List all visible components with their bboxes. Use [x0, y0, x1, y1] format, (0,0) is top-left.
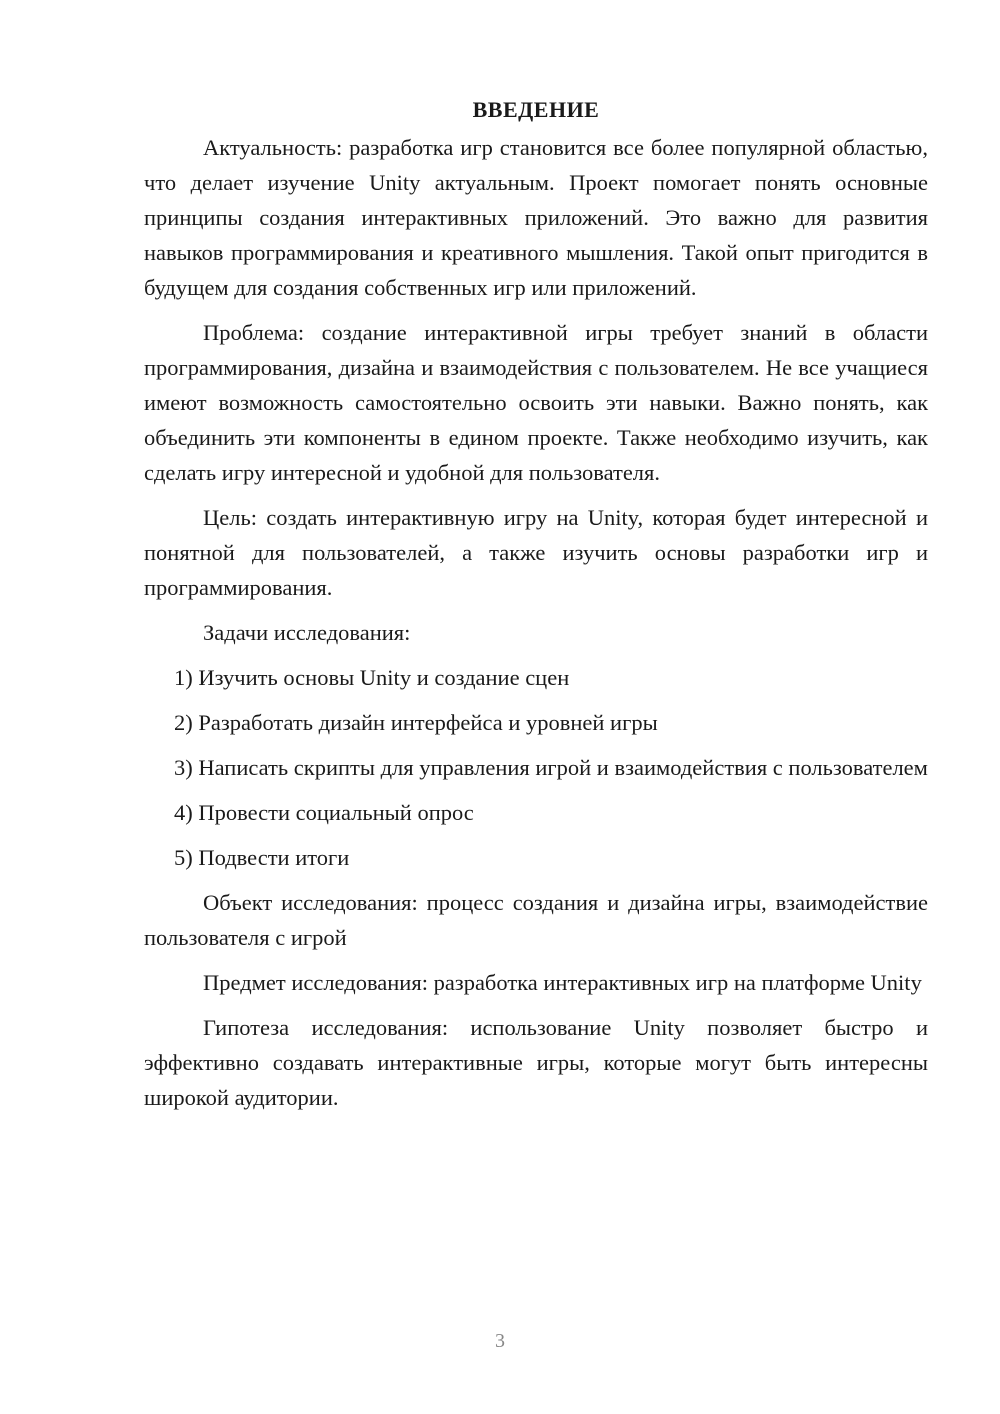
relevance-paragraph: Актуальность: разработка игр становится все более популярной областью, что делает изучение Unity актуальным. Проект помогает понять основные принципы создания интерактивных приложений. Это важно для развития навыков программирования и креативного мышления. Такой опыт пригодится в будущем для создания собственных игр или приложений. — [144, 135, 928, 300]
tasks-title: Задачи исследования: — [203, 620, 411, 645]
object-paragraph: Объект исследования: процесс создания и дизайна игры, взаимодействие пользователя с игрой — [144, 890, 928, 950]
goal-paragraph: Цель: создать интерактивную игру на Unity, которая будет интересной и понятной для пользователей, а также изучить основы разработки игр и программирования. — [144, 505, 928, 600]
list-item: 5) Подвести итоги — [174, 845, 350, 870]
list-item: 4) Провести социальный опрос — [174, 800, 474, 825]
document-page — [144, 92, 928, 1125]
list-item: 1) Изучить основы Unity и создание сцен — [174, 665, 570, 690]
page-number: 3 — [495, 1330, 505, 1352]
hypothesis-paragraph: Гипотеза исследования: использование Unity позволяет быстро и эффективно создавать интерактивные игры, которые могут быть интересны широкой аудитории. — [144, 1015, 928, 1110]
problem-paragraph: Проблема: создание интерактивной игры требует знаний в области программирования, дизайна и взаимодействия с пользователем. Не все учащиеся имеют возможность самостоятельно освоить эти навыки. Важно понять, как объединить эти компоненты в едином проекте. Также необходимо изучить, как сделать игру интересной и удобной для пользователя. — [144, 320, 928, 485]
subject-paragraph: Предмет исследования: разработка интерактивных игр на платформе Unity — [203, 970, 922, 995]
list-item: 2) Разработать дизайн интерфейса и уровней игры — [174, 710, 658, 735]
page-title: ВВЕДЕНИЕ — [472, 97, 600, 122]
tasks-list — [144, 660, 928, 875]
list-item: 3) Написать скрипты для управления игрой и взаимодействия с пользователем — [174, 755, 928, 780]
